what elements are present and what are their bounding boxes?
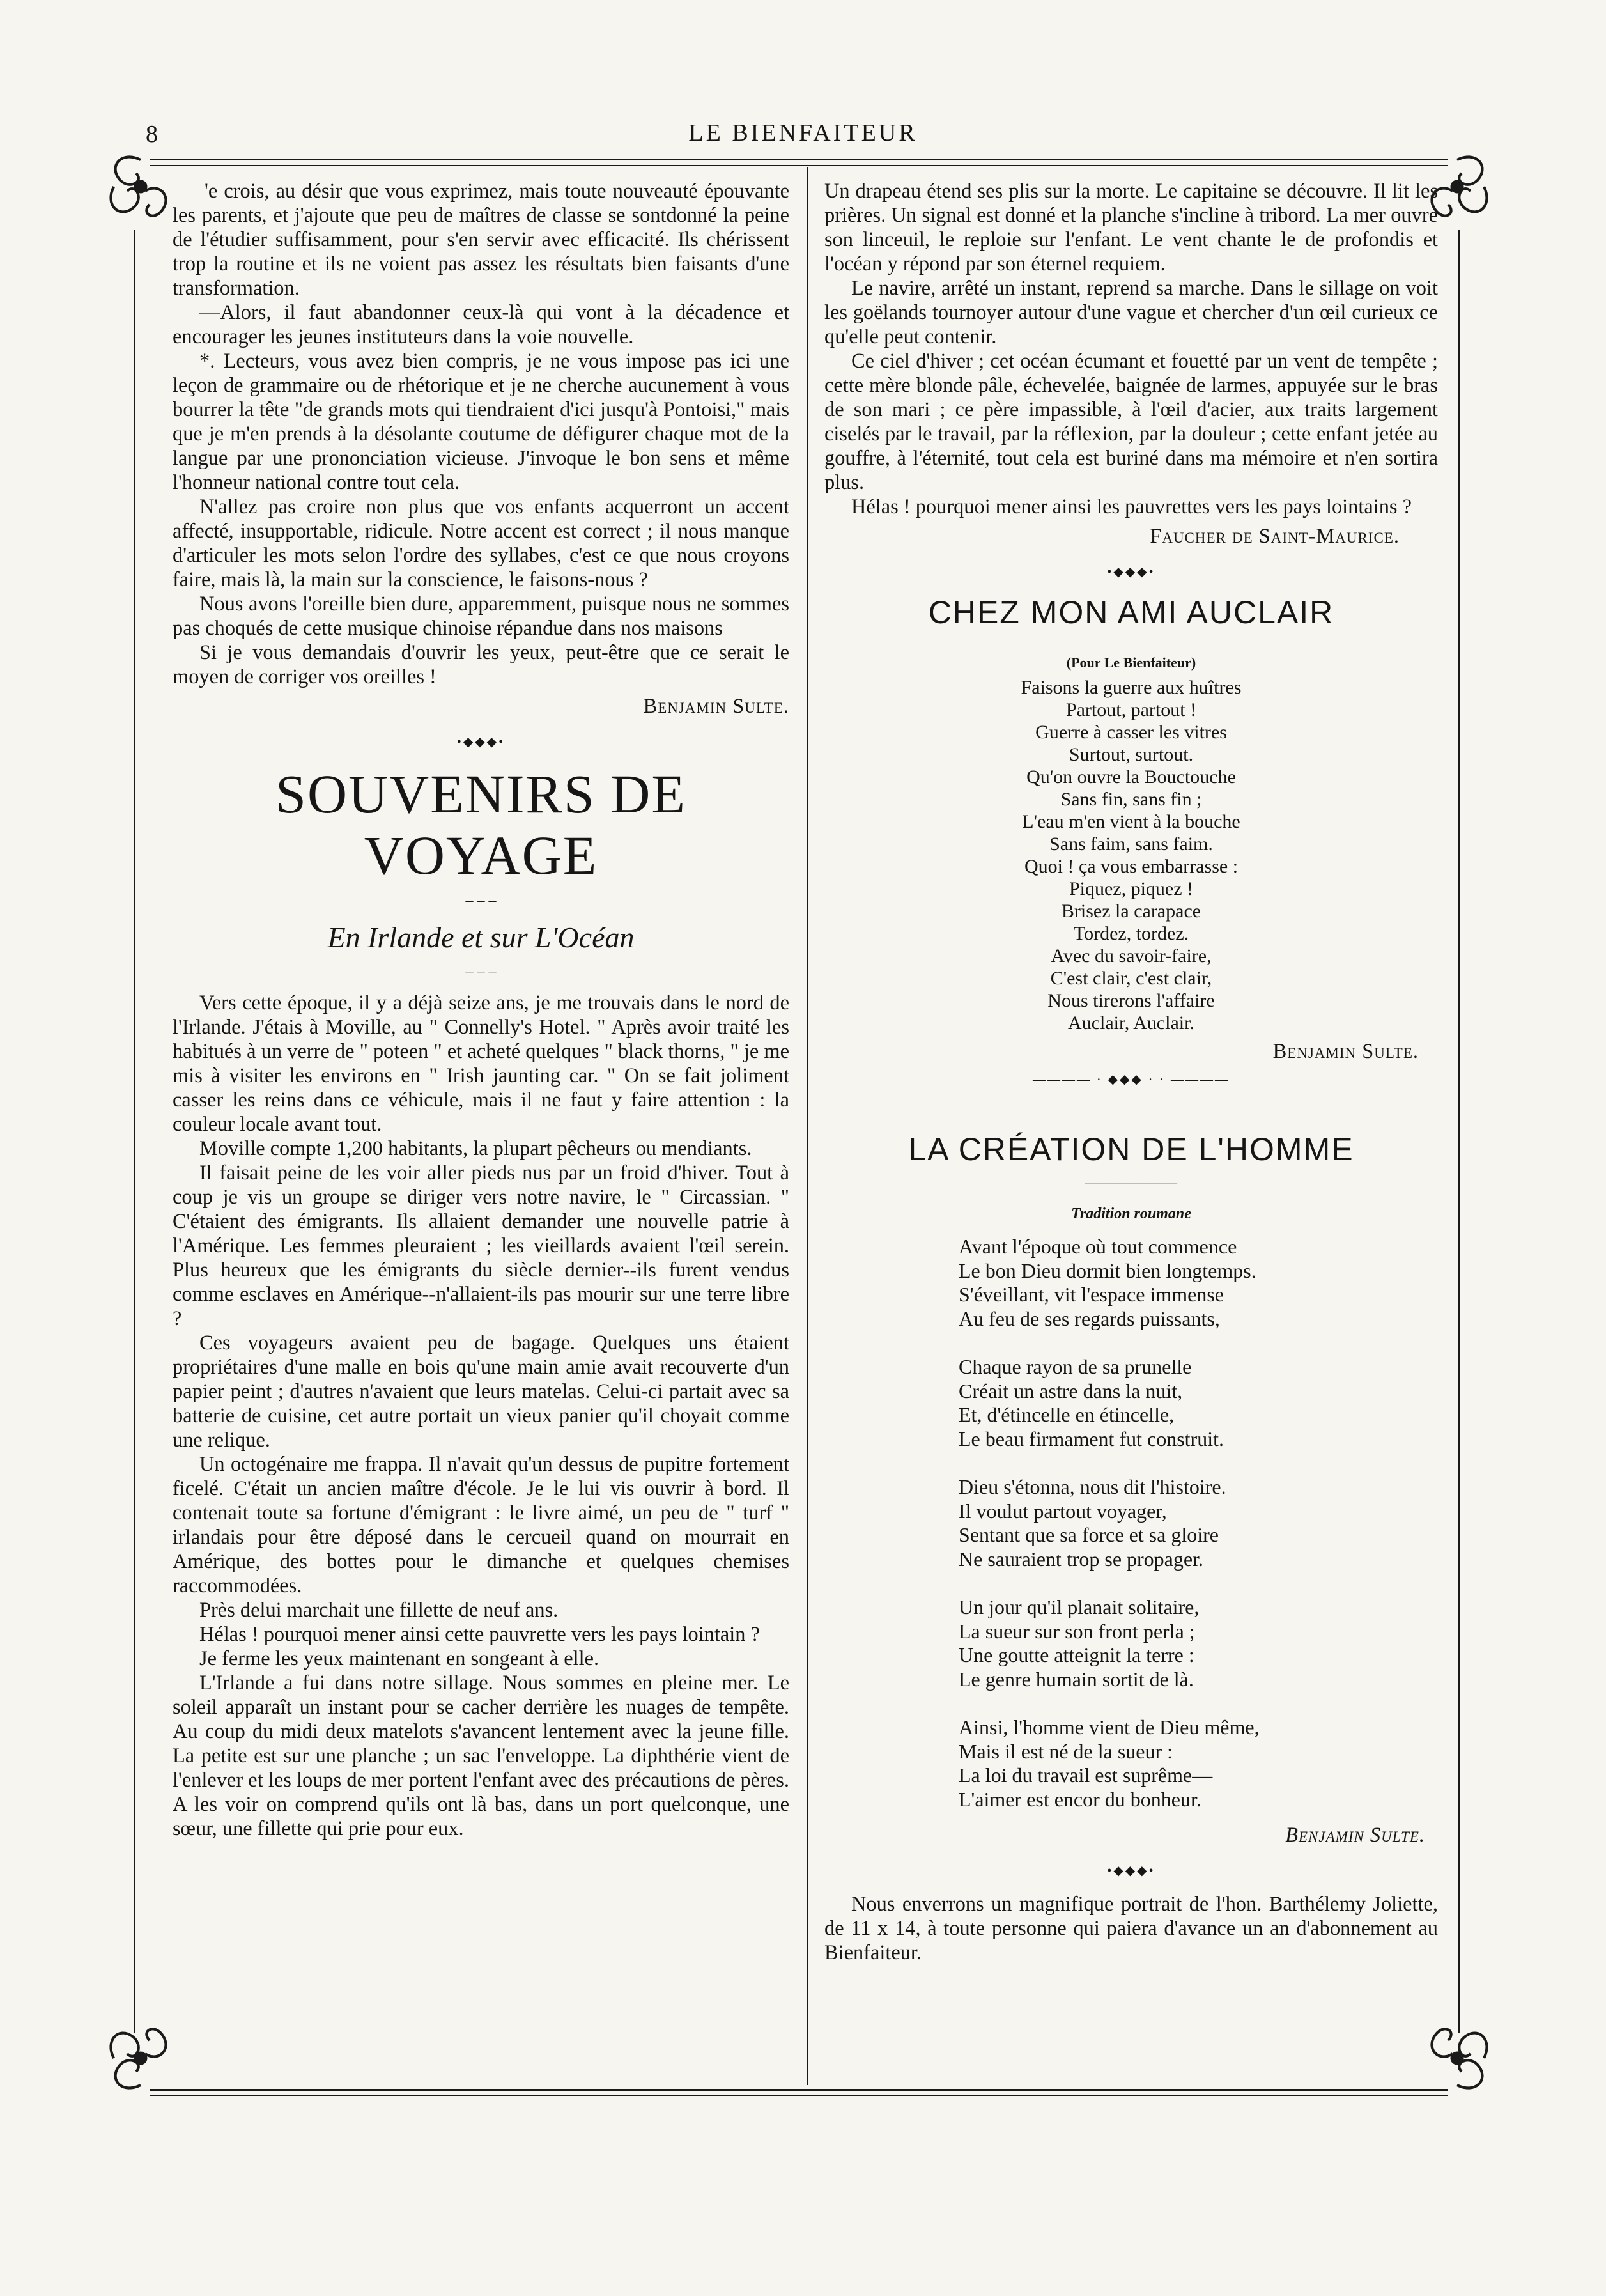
poem-line: Et, d'étincelle en étincelle, <box>959 1403 1175 1426</box>
article-paragraph: Ces voyageurs avaient peu de bagage. Quelques uns étaient propriétaires d'une malle en bois qu'une main amie avait recouverte d'un papier peint ; d'autres n'avaient que leurs matelas. Celui-ci partait avec sa batterie de cuisine, cet autre portait un vieux panier qu'il choyait comme une relique. <box>173 1331 789 1452</box>
poem-line: La loi du travail est suprême— <box>959 1764 1213 1787</box>
article-paragraph: 'e crois, au désir que vous exprimez, mais toute nouveauté épouvante les parents, et j'ajoute que peu de maîtres de classe se sontdonné la peine de l'étudier suffisamment, pour s'en servir avec efficacité. Ils chérissent trop la routine et ils ne voient pas assez les résultats bien faisants d'une transformation. <box>173 180 789 300</box>
poem-tradition: Tradition roumane <box>1071 1206 1191 1222</box>
page-number: 8 <box>146 121 158 148</box>
poem-line: Un jour qu'il planait solitaire, <box>959 1595 1200 1618</box>
poem-line: Sentant que sa force et sa gloire <box>959 1523 1219 1546</box>
subtitle-dash: – – – <box>465 964 497 981</box>
article-paragraph: Nous avons l'oreille bien dure, apparemment, puisque nous ne sommes pas choqués de cette musique chinoise répandue dans nos maisons <box>173 593 789 640</box>
article-paragraph: —Alors, il faut abandonner ceux-là qui vont à la décadence et encourager les jeunes instituteurs dans la voie nouvelle. <box>173 301 789 348</box>
article-paragraph: L'Irlande a fui dans notre sillage. Nous sommes en pleine mer. Le soleil apparaît un instant pour se cacher derrière les nuages de tempête. Au coup du midi deux matelots s'avancent lentement avec la jeune fille. La petite est sur une planche ; un sac l'enveloppe. La diphthérie vient de l'enlever et les loups de mer portent l'enfant avec des précautions de pères. A les voir on comprend qu'ils ont là bas, dans un port quelconque, une sœur, une fillette qui prie pour eux. <box>173 1672 789 1840</box>
poem-line: Tordez, tordez. <box>1073 923 1189 944</box>
poem-stanza <box>959 1475 1438 1571</box>
poem-line: Le genre humain sortit de là. <box>959 1667 1194 1691</box>
author-signature: Benjamin Sulte. <box>1272 1040 1419 1063</box>
article-title: SOUVENIRS DE VOYAGE <box>275 763 686 886</box>
article-paragraph: Vers cette époque, il y a déjà seize ans, je me trouvais dans le nord de l'Irlande. J'étais à Moville, au " Connelly's Hotel. " Après avoir traité les habitués à un verre de " poteen " et acheté quelques " black thorns, " je me mis à visiter les environs en " Irish jaunting car. " On se fait joliment casser les reins dans ce véhicule, mais il ne faut y faire attention : la couleur locale avant tout. <box>173 991 789 1136</box>
article-paragraph: Moville compte 1,200 habitants, la plupart pêcheurs ou mendiants. <box>199 1137 752 1160</box>
poem-line: S'éveillant, vit l'espace immense <box>959 1283 1224 1306</box>
title-rule: —————— <box>1085 1175 1177 1191</box>
poem-line: Sans fin, sans fin ; <box>1060 789 1202 810</box>
poem-line: Quoi ! ça vous embarrasse : <box>1024 856 1239 877</box>
poem-stanza <box>959 1716 1438 1811</box>
article-paragraph: Il faisait peine de les voir aller pieds nus par un froid d'hiver. Tout à coup je vis un groupe se diriger vers notre navire, le " Circassian. " C'étaient des émigrants. Ils allaient demander une nouvelle patrie à l'Amérique. Les femmes pleuraient ; les vieillards avaient l'œil serein. Plus heureux que les émigrants du siècle dernier--ils furent vendus comme esclaves en Amérique--n'allaient-ils pas mourir sur une terre libre ? <box>173 1161 789 1330</box>
poem-line: Sans faim, sans faim. <box>1049 834 1213 855</box>
article-paragraph: Je ferme les yeux maintenant en songeant à elle. <box>199 1647 599 1670</box>
poem-line: Guerre à casser les vitres <box>1035 722 1227 743</box>
article-subtitle: En Irlande et sur L'Océan <box>327 921 635 954</box>
poem-line: Surtout, surtout. <box>1069 744 1194 765</box>
frame-bottom-rule <box>150 2089 1448 2091</box>
poem-creation <box>959 1235 1438 1811</box>
poem-line: L'eau m'en vient à la bouche <box>1022 811 1240 832</box>
frame-right-rule <box>1458 230 1460 2033</box>
poem-line: Faisons la guerre aux huîtres <box>1021 677 1242 698</box>
column-divider <box>807 167 808 2085</box>
poem-stanza <box>959 1595 1438 1691</box>
poem-line: Piquez, piquez ! <box>1069 878 1194 899</box>
poem-line: Au feu de ses regards puissants, <box>959 1307 1220 1330</box>
poem-line: Mais il est né de la sueur : <box>959 1739 1173 1763</box>
section-ornament: ————•◆◆◆•———— <box>1048 1864 1214 1878</box>
article-paragraph: Hélas ! pourquoi mener ainsi cette pauvrette vers les pays lointain ? <box>199 1623 760 1646</box>
subscription-notice: Nous enverrons un magnifique portrait de l'hon. Barthélemy Joliette, de 11 x 14, à toute personne qui paiera d'avance un an d'abonnement au Bienfaiteur. <box>824 1893 1438 1964</box>
frame-bottom-rule-thin <box>150 2095 1448 2096</box>
poem-line: Nous tirerons l'affaire <box>1047 990 1215 1011</box>
poem-line: Ainsi, l'homme vient de Dieu même, <box>959 1716 1260 1739</box>
left-column <box>173 179 789 1841</box>
poem-title: CHEZ MON AMI AUCLAIR <box>928 594 1334 630</box>
poem-line: Créait un astre dans la nuit, <box>959 1379 1183 1402</box>
article-paragraph: Ce ciel d'hiver ; cet océan écumant et fouetté par un vent de tempête ; cette mère blonde pâle, échevelée, baignée de larmes, appuyée sur le bras de son mari ; ce père impassible, à l'œil d'acier, aux traits largement ciselés par le travail, par la réflexion, par la douleur ; cette enfant jetée au gouffre, à l'éternité, tout cela est buriné dans ma mémoire et n'en sortira plus. <box>824 350 1438 494</box>
corner-ornament-bottom-left <box>96 2013 185 2103</box>
poem-line: Une goutte atteignit la terre : <box>959 1643 1194 1666</box>
corner-ornament-bottom-right <box>1412 2013 1502 2103</box>
article-paragraph: Hélas ! pourquoi mener ainsi les pauvrettes vers les pays lointains ? <box>851 495 1412 518</box>
poem-line: La sueur sur son front perla ; <box>959 1619 1195 1643</box>
poem-line: C'est clair, c'est clair, <box>1050 968 1212 989</box>
poem-line: Le bon Dieu dormit bien longtemps. <box>959 1259 1256 1282</box>
frame-left-rule <box>134 230 135 2033</box>
author-signature: Benjamin Sulte. <box>1285 1824 1425 1847</box>
poem-line: Chaque rayon de sa prunelle <box>959 1355 1192 1378</box>
article-paragraph: *. Lecteurs, vous avez bien compris, je ne vous impose pas ici une leçon de grammaire ou de rhétorique et je ne cherche aucunement à vous bourrer la tête "de grands mots qui tiendraient d'ici jusqu'à Pontoisi," mais que je m'en prends à la désolante coutume de défigurer chaque mot de la langue par une prononciation vicieuse. J'invoque le bon sens et même l'honneur national contre tout cela. <box>173 350 789 494</box>
right-column <box>824 179 1438 1965</box>
author-signature: Benjamin Sulte. <box>643 695 789 718</box>
poem-line: Brisez la carapace <box>1061 901 1201 922</box>
section-ornament: —————•◆◆◆•————— <box>383 735 579 749</box>
poem-line: Auclair, Auclair. <box>1068 1012 1194 1034</box>
poem-line: Partout, partout ! <box>1065 699 1197 720</box>
article-paragraph: Le navire, arrêté un instant, reprend sa marche. Dans le sillage on voit les goëlands tournoyer autour d'une vague et chercher d'un œil curieux ce qu'elle peut contenir. <box>824 277 1438 348</box>
article-paragraph: Un octogénaire me frappa. Il n'avait qu'un dessus de pupitre fortement ficelé. C'était un ancien maître d'école. Je le lui vis ouvrir à bord. Il contenait toute sa fortune d'émigrant : le livre aimé, un peu de " turf " irlandais pour être déposé dans le cercueil quand on mourrait en Amérique, des bottes pour le dimanche et quelques chemises raccommodées. <box>173 1453 789 1597</box>
poem-stanza <box>959 1235 1438 1331</box>
poem-line: L'aimer est encor du bonheur. <box>959 1787 1201 1811</box>
newspaper-title: LE BIENFAITEUR <box>688 120 918 146</box>
poem-auclair <box>824 676 1438 1034</box>
poem-line: Qu'on ouvre la Bouctouche <box>1026 766 1236 787</box>
title-dash: – – – <box>465 892 497 909</box>
poem-line: Ne sauraient trop se propager. <box>959 1547 1203 1571</box>
poem-title: LA CRÉATION DE L'HOMME <box>908 1131 1354 1167</box>
poem-dedication: (Pour Le Bienfaiteur) <box>1066 655 1196 671</box>
article-paragraph: Près delui marchait une fillette de neuf ans. <box>199 1599 559 1622</box>
frame-top-rule <box>150 159 1448 160</box>
author-signature: Faucher de Saint-Maurice. <box>1150 525 1400 548</box>
article-paragraph: Un drapeau étend ses plis sur la morte. Le capitaine se découvre. Il lit les prières. Un signal est donné et la planche s'incline à tribord. La mer ouvre son linceuil, le reploie sur l'enfant. Le vent chante le de profondis et l'océan y répond par son éternel requiem. <box>824 180 1438 275</box>
poem-line: Dieu s'étonna, nous dit l'histoire. <box>959 1475 1226 1498</box>
poem-stanza <box>959 1355 1438 1451</box>
poem-line: Avant l'époque où tout commence <box>959 1235 1237 1258</box>
section-ornament: ———— · ◆◆◆ · · ———— <box>1032 1073 1230 1087</box>
article-paragraph: Si je vous demandais d'ouvrir les yeux, peut-être que ce serait le moyen de corriger vos oreilles ! <box>173 641 789 688</box>
section-ornament: ————•◆◆◆•———— <box>1048 565 1214 579</box>
poem-line: Il voulut partout voyager, <box>959 1499 1167 1523</box>
corner-ornament-top-left <box>96 142 185 231</box>
article-paragraph: N'allez pas croire non plus que vos enfants acquerront un accent affecté, insupportable, ridicule. Notre accent est correct ; il nous manque d'articuler les mots selon l'ordre des syllabes, c'est ce que nous croyons faire, mais là, la main sur la conscience, le faisons-nous ? <box>173 495 789 591</box>
poem-line: Le beau firmament fut construit. <box>959 1427 1224 1450</box>
poem-line: Avec du savoir-faire, <box>1051 945 1212 966</box>
frame-top-rule-thin <box>150 165 1448 166</box>
